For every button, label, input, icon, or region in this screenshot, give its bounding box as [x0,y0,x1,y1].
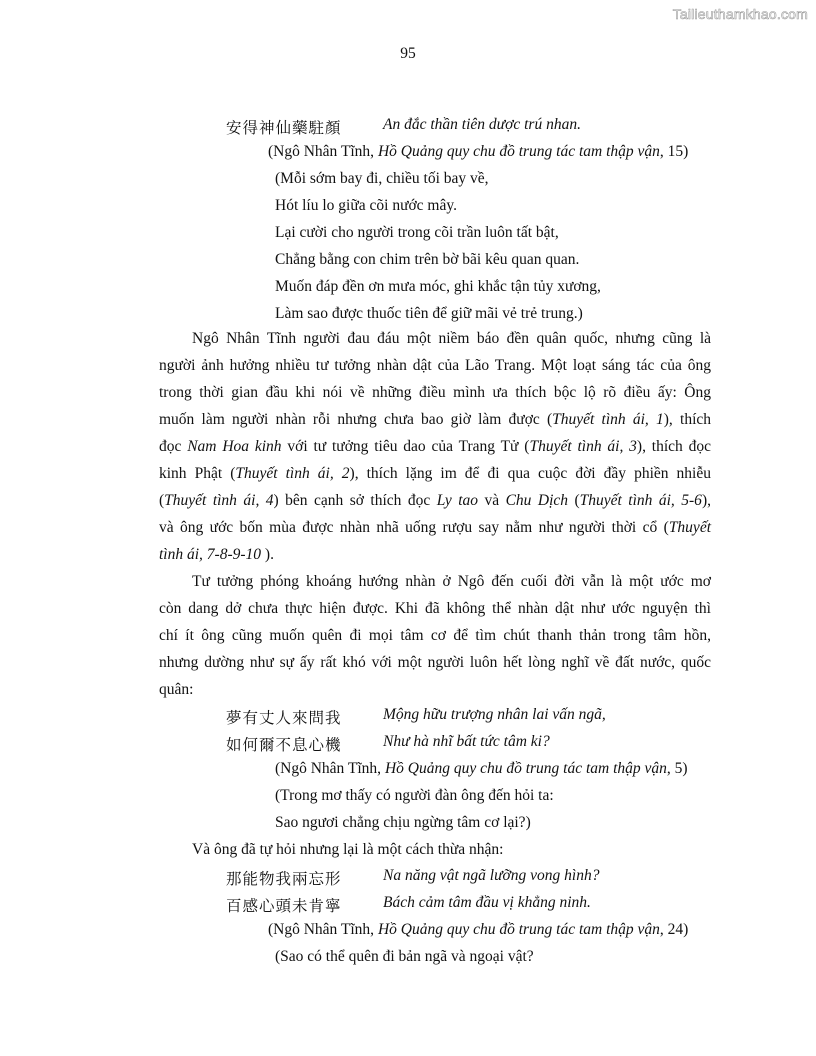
paragraph1-line: trong thời gian đầu khi nói về những điều mình ưa thích bộc lộ rõ điều ấy: Ông [159,384,711,401]
poem3-han-line: 那能物我兩忘形 [226,871,342,888]
paragraph2-line: Tư tưởng phóng khoáng hướng nhàn ở Ngô đến cuối đời vẫn là một ước mơ [192,573,711,590]
poem2-han-line: 如何爾不息心機 [226,737,342,754]
poem2-translation-line: (Trong mơ thấy có người đàn ông đến hỏi ta: [275,787,554,804]
paragraph2-line: nhưng dường như sự ấy rất khó với một người luôn hết lòng nghĩ về đất nước, quốc [159,654,711,671]
poem2-translation-line: Sao ngươi chẳng chịu ngừng tâm cơ lại?) [275,814,531,831]
paragraph1-line: (Thuyết tình ái, 4) bên cạnh sở thích đọc Ly tao và Chu Dịch (Thuyết tình ái, 5-6), [159,492,711,509]
poem1-han-line: 安得神仙藥駐顏 [226,120,342,137]
poem1-translation-line: Chẳng bằng con chim trên bờ bãi kêu quan quan. [275,251,580,268]
poem3-translation-line: (Sao có thể quên đi bản ngã và ngoại vật? [275,948,534,965]
paragraph1-line: kinh Phật (Thuyết tình ái, 2), thích lặng im để đi qua cuộc đời đầy phiền nhiễu [159,465,711,482]
paragraph1-line: tình ái, 7-8-9-10 ). [159,546,274,563]
poem2-han-line: 夢有丈人來問我 [226,710,342,727]
poem1-translation-line: Hót líu lo giữa cõi nước mây. [275,197,457,214]
poem2-viet-line: Như hà nhĩ bất tức tâm ki? [383,733,550,750]
paragraph1-line: và ông ước bốn mùa được nhàn nhã uống rượu say nằm như người thời cổ (Thuyết [159,519,711,536]
poem3-han-line: 百感心頭未肯寧 [226,898,342,915]
poem1-translation-line: Muốn đáp đền ơn mưa móc, ghi khắc tận tủy xương, [275,278,601,295]
paragraph1-line: đọc Nam Hoa kinh với tư tưởng tiêu dao của Trang Tử (Thuyết tình ái, 3), thích đọc [159,438,711,455]
watermark: Tailieuthamkhao.com [672,6,808,22]
poem3-citation: (Ngô Nhân Tĩnh, Hồ Quảng quy chu đồ trung tác tam thập vận, 24) [268,921,689,938]
paragraph1-line: muốn làm người nhàn rỗi nhưng chưa bao giờ làm được (Thuyết tình ái, 1), thích [159,411,712,428]
paragraph2-line: quân: [159,681,194,698]
paragraph1-line: Ngô Nhân Tĩnh người đau đáu một niềm báo đền quân quốc, nhưng cũng là [192,330,711,347]
paragraph3-line: Và ông đã tự hỏi nhưng lại là một cách thừa nhận: [192,841,504,858]
poem1-viet-line: An đắc thần tiên dược trú nhan. [383,116,581,133]
poem3-viet-line: Na năng vật ngã lưỡng vong hình? [383,867,600,884]
poem1-translation-line: (Mỗi sớm bay đi, chiều tối bay về, [275,170,489,187]
paragraph2-line: chí ít ông cũng muốn quên đi mọi tâm cơ để tìm chút thanh thản trong tâm hồn, [159,627,711,644]
page-number: 95 [400,45,416,62]
poem2-citation: (Ngô Nhân Tĩnh, Hồ Quảng quy chu đồ trung tác tam thập vận, 5) [275,760,688,777]
poem2-viet-line: Mộng hữu trượng nhân lai vấn ngã, [383,706,606,723]
poem1-translation-line: Lại cười cho người trong cõi trần luôn tất bật, [275,224,559,241]
poem1-translation-line: Làm sao được thuốc tiên để giữ mãi vẻ trẻ trung.) [275,305,583,322]
paragraph2-line: còn dang dở chưa thực hiện được. Khi đã không thể nhàn dật như ước nguyện thì [159,600,711,617]
poem1-citation: (Ngô Nhân Tĩnh, Hồ Quảng quy chu đồ trung tác tam thập vận, 15) [268,143,689,160]
paragraph1-line: người ảnh hưởng nhiều tư tưởng nhàn dật của Lão Trang. Một loạt sáng tác của ông [159,357,711,374]
poem3-viet-line: Bách cảm tâm đầu vị khẳng ninh. [383,894,591,911]
